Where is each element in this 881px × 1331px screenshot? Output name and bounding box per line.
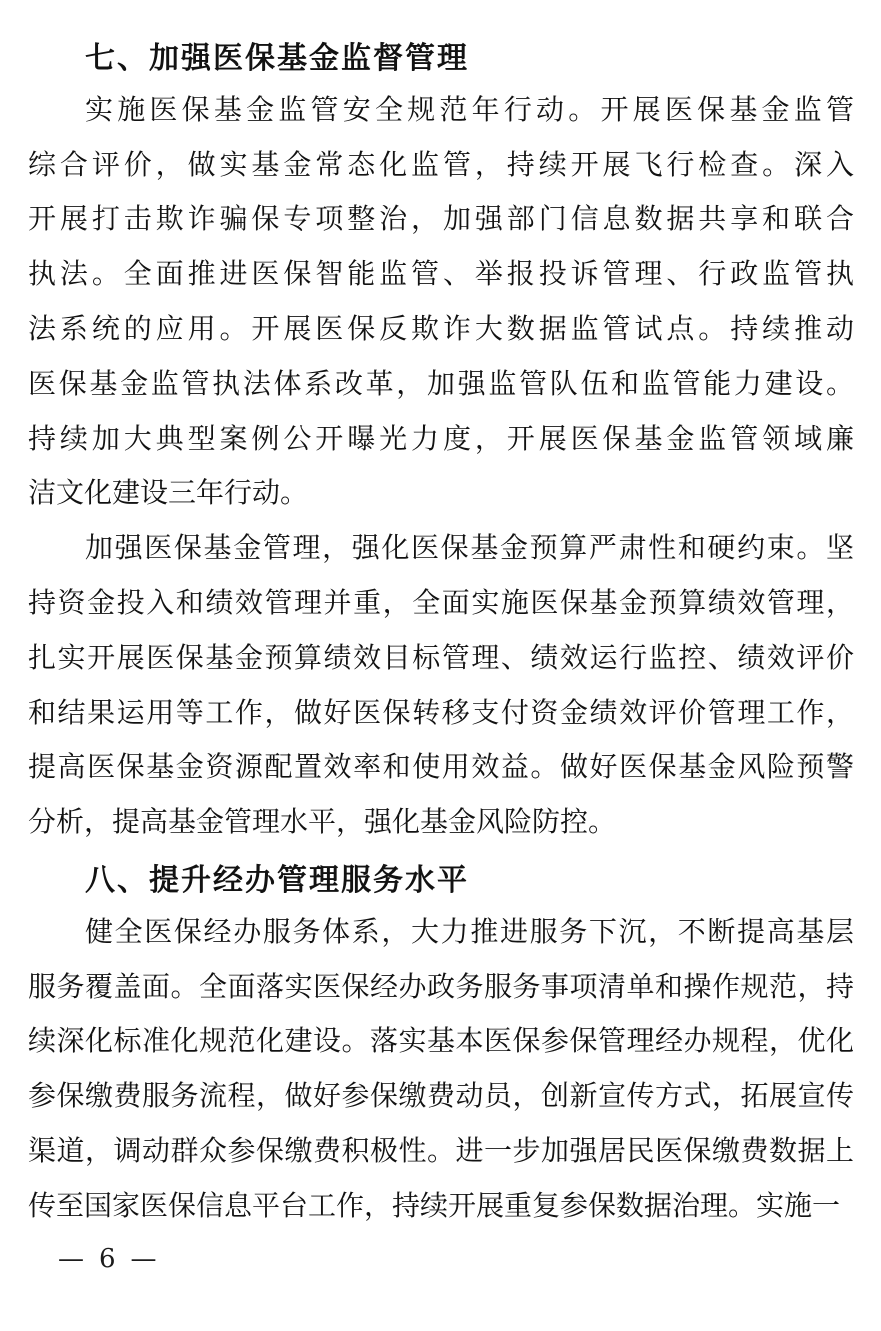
paragraph-line: 加强医保基金管理，强化医保基金预算严肃性和硬约束。坚 bbox=[85, 531, 854, 564]
paragraph-line: 法系统的应用。开展医保反欺诈大数据监管试点。持续推动 bbox=[28, 312, 854, 345]
paragraph-line: 持资金投入和绩效管理并重，全面实施医保基金预算绩效管理， bbox=[28, 586, 854, 619]
paragraph-line: 渠道，调动群众参保缴费积极性。进一步加强居民医保缴费数据上 bbox=[28, 1134, 854, 1167]
paragraph-line: 服务覆盖面。全面落实医保经办政务服务事项清单和操作规范，持 bbox=[28, 970, 854, 1003]
paragraph-line: 洁文化建设三年行动。 bbox=[28, 476, 309, 509]
paragraph-line: 开展打击欺诈骗保专项整治，加强部门信息数据共享和联合 bbox=[28, 202, 854, 235]
paragraph-line: 执法。全面推进医保智能监管、举报投诉管理、行政监管执 bbox=[28, 257, 854, 290]
paragraph-line: 实施医保基金监管安全规范年行动。开展医保基金监管 bbox=[85, 93, 854, 126]
page-footer bbox=[58, 1244, 157, 1274]
paragraph-line: 扎实开展医保基金预算绩效目标管理、绩效运行监控、绩效评价 bbox=[28, 641, 854, 674]
paragraph-line: 分析，提高基金管理水平，强化基金风险防控。 bbox=[28, 805, 617, 838]
section-heading: 八、提升经办管理服务水平 bbox=[85, 863, 469, 898]
footer-dash-right: — bbox=[130, 1244, 157, 1274]
page-number: 6 bbox=[99, 1244, 116, 1274]
paragraph-line: 传至国家医保信息平台工作，持续开展重复参保数据治理。实施一 bbox=[28, 1189, 841, 1222]
paragraph-line: 医保基金监管执法体系改革，加强监管队伍和监管能力建设。 bbox=[28, 367, 854, 400]
section-heading: 七、加强医保基金监督管理 bbox=[85, 41, 469, 76]
paragraph-line: 续深化标准化规范化建设。落实基本医保参保管理经办规程，优化 bbox=[28, 1024, 854, 1057]
paragraph-line: 提高医保基金资源配置效率和使用效益。做好医保基金风险预警 bbox=[28, 750, 854, 783]
paragraph-line: 参保缴费服务流程，做好参保缴费动员，创新宣传方式，拓展宣传 bbox=[28, 1079, 854, 1112]
paragraph-line: 持续加大典型案例公开曝光力度，开展医保基金监管领域廉 bbox=[28, 422, 854, 455]
footer-dash-left: — bbox=[58, 1244, 84, 1274]
paragraph-line: 和结果运用等工作，做好医保转移支付资金绩效评价管理工作， bbox=[28, 696, 854, 729]
paragraph-line: 健全医保经办服务体系，大力推进服务下沉，不断提高基层 bbox=[85, 915, 854, 948]
paragraph-line: 综合评价，做实基金常态化监管，持续开展飞行检查。深入 bbox=[28, 148, 854, 181]
